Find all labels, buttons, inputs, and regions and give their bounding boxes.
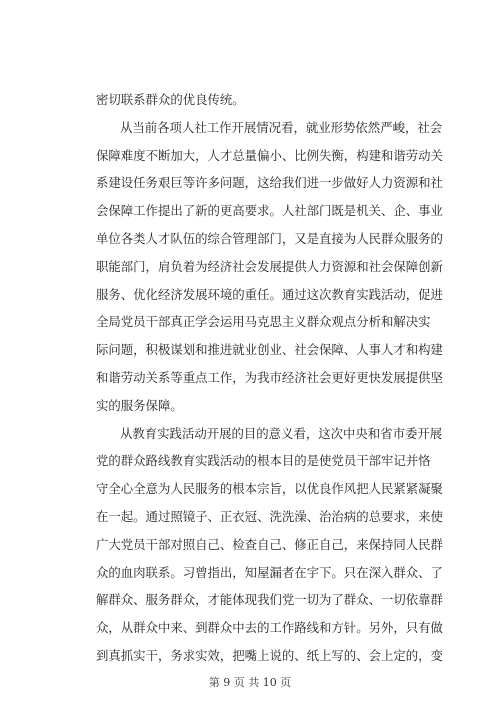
text-line: 保障难度不断加大，人才总量偏小、比例失衡，构建和谐劳动关 [96, 147, 443, 163]
text-line: 到真抓实干，务求实效，把嘴上说的、纸上写的、会上定的，变 [96, 647, 443, 663]
text-line: 众的血肉联系。习曾指出，知屋漏者在宇下。只在深入群众、了 [96, 564, 443, 580]
text-line: 密切联系群众的优良传统。 [96, 92, 245, 107]
text-line: 会保障工作提出了新的更高要求。人社部门既是机关、企、事业 [96, 203, 443, 219]
text-line: 解群众、服务群众，才能体现我们党一切为了群众、一切依靠群 [96, 592, 443, 608]
text-line: 守全心全意为人民服务的根本宗旨，以优良作风把人民紧紧凝聚 [96, 481, 443, 497]
text-line: 党的群众路线教育实践活动的根本目的是使党员干部牢记并恪 [96, 453, 431, 469]
text-line: 从当前各项人社工作开展情况看，就业形势依然严峻，社会 [120, 119, 443, 135]
text-line: 系建设任务艰巨等许多问题，这给我们进一步做好人力资源和社 [96, 175, 443, 191]
text-line: 众，从群众中来、到群众中去的工作路线和方针。另外，只有做 [96, 620, 443, 636]
body-text [96, 86, 443, 670]
text-line: 全局党员干部真正学会运用马克思主义群众观点分析和解决实 [96, 314, 431, 330]
text-line: 单位各类人才队伍的综合管理部门，又是直接为人民群众服务的 [96, 230, 443, 246]
text-line: 实的服务保障。 [96, 397, 183, 413]
text-line: 职能部门，肩负着为经济社会发展提供人力资源和社会保障创新 [96, 258, 443, 274]
page-footer: 第 9 页 共 10 页 [208, 676, 292, 689]
text-line: 际问题，积极谋划和推进就业创业、社会保障、人事人才和构建 [96, 342, 443, 358]
text-line: 广大党员干部对照自己、检查自己、修正自己，来保持同人民群 [96, 536, 443, 552]
text-line: 和谐劳动关系等重点工作，为我市经济社会更好更快发展提供坚 [96, 369, 443, 385]
text-line: 从教育实践活动开展的目的意义看，这次中央和省市委开展 [120, 425, 443, 441]
text-line: 服务、优化经济发展环境的重任。通过这次教育实践活动，促进 [96, 286, 443, 302]
text-line: 在一起。通过照镜子、正衣冠、洗洗澡、治治病的总要求，来使 [96, 508, 443, 524]
